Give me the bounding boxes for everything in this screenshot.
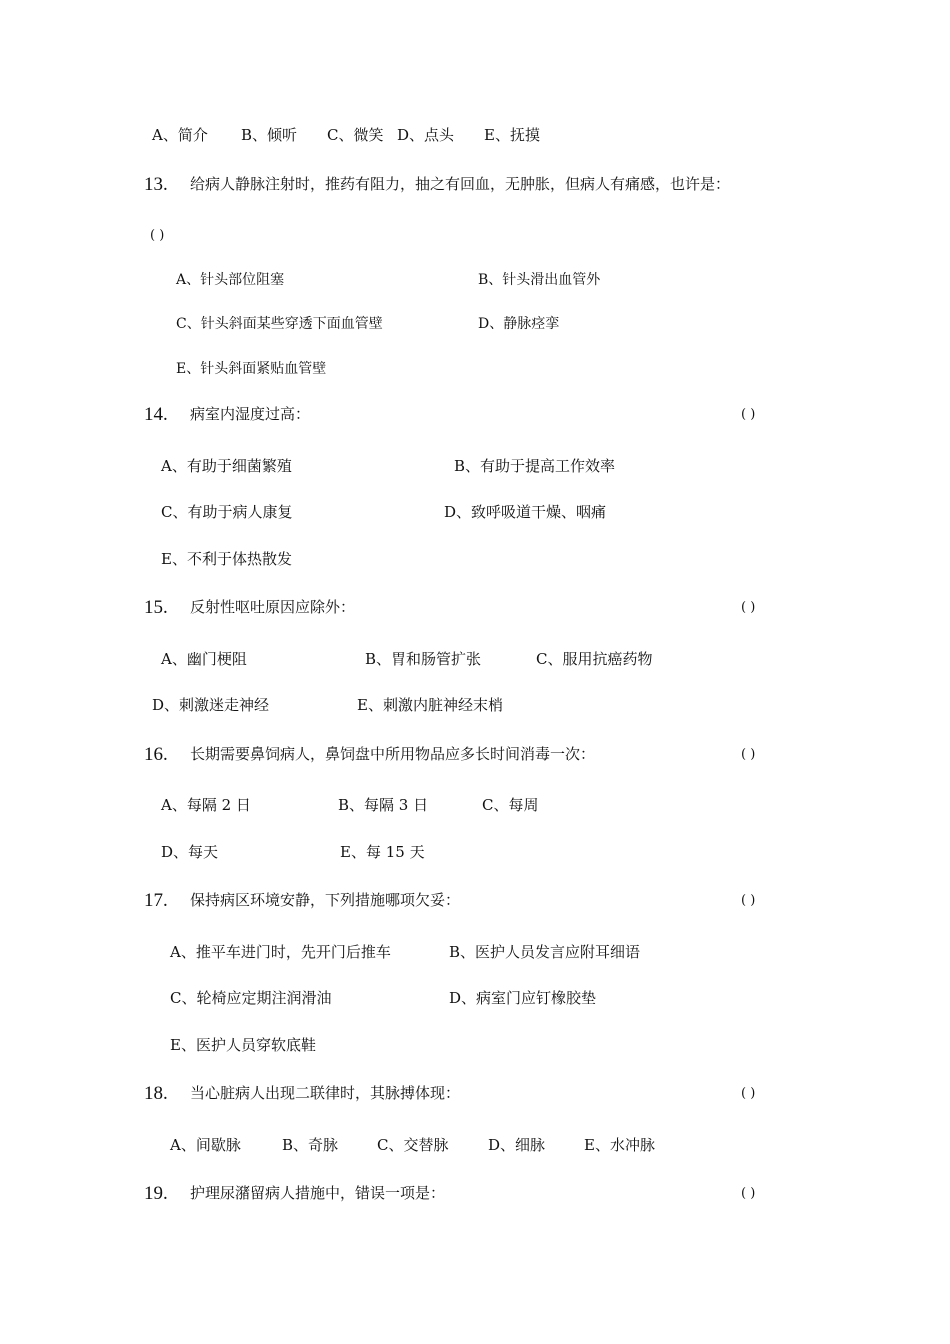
option-d: D、每天	[161, 843, 219, 861]
answer-paren: ( )	[741, 407, 756, 422]
question-stem: 长期需要鼻饲病人，鼻饲盘中所用物品应多长时间消毒一次：	[190, 745, 596, 763]
question-number: 14.	[144, 404, 168, 425]
option-d: D、病室门应钉橡胶垫	[449, 989, 597, 1007]
option-a: A、针头部位阻塞	[176, 272, 285, 288]
question-stem: 当心脏病人出现二联律时，其脉搏体现：	[190, 1084, 461, 1102]
question-stem: 反射性呕吐原因应除外：	[190, 598, 356, 616]
option-c: C、轮椅应定期注润滑油	[170, 989, 332, 1007]
answer-paren: ( )	[741, 1186, 756, 1201]
option-c: C、每周	[482, 796, 539, 814]
option-e: E、医护人员穿软底鞋	[170, 1036, 316, 1054]
question-stem: 病室内湿度过高：	[190, 405, 311, 423]
answer-paren: ( )	[741, 600, 756, 615]
option-a: A、每隔 2 日	[161, 796, 251, 814]
option-d: D、刺激迷走神经	[152, 696, 270, 714]
option-c: C、有助于病人康复	[161, 503, 293, 521]
option-b: B、胃和肠管扩张	[365, 650, 482, 668]
option-a: A、有助于细菌繁殖	[161, 457, 292, 475]
option-c: C、服用抗癌药物	[536, 650, 653, 668]
question-number: 17.	[144, 890, 168, 911]
answer-paren: ( )	[741, 893, 756, 908]
option-b: B、每隔 3 日	[338, 796, 429, 814]
question-number: 19.	[144, 1183, 168, 1204]
option-a: A、幽门梗阻	[161, 650, 247, 668]
answer-paren: ( )	[150, 228, 165, 243]
option-a: A、推平车进门时，先开门后推车	[170, 943, 391, 961]
option-e: E、刺激内脏神经末梢	[357, 696, 503, 714]
option-e: E、水冲脉	[584, 1136, 655, 1154]
option-d: D、静脉痉挛	[478, 316, 560, 332]
option-d: D、点头	[397, 126, 455, 144]
option-c: C、针头斜面某些穿透下面血管壁	[176, 316, 383, 332]
answer-paren: ( )	[741, 1086, 756, 1101]
question-number: 13.	[144, 174, 168, 195]
option-b: B、倾听	[241, 126, 298, 144]
question-number: 16.	[144, 744, 168, 765]
answer-paren: ( )	[741, 747, 756, 762]
option-d: D、细脉	[488, 1136, 546, 1154]
question-number: 15.	[144, 597, 168, 618]
option-e: E、针头斜面紧贴血管壁	[176, 361, 327, 377]
option-e: E、不利于体热散发	[161, 550, 292, 568]
question-stem: 保持病区环境安静，下列措施哪项欠妥：	[190, 891, 461, 909]
option-d: D、致呼吸道干燥、咽痛	[444, 503, 607, 521]
option-c: C、交替脉	[377, 1136, 449, 1154]
option-e: E、每 15 天	[340, 843, 425, 861]
option-b: B、医护人员发言应附耳细语	[449, 943, 641, 961]
question-number: 18.	[144, 1083, 168, 1104]
question-stem: 护理尿潴留病人措施中，错误一项是：	[190, 1184, 446, 1202]
option-b: B、奇脉	[282, 1136, 339, 1154]
option-c: C、微笑	[327, 126, 384, 144]
option-a: A、简介	[152, 126, 208, 144]
option-e: E、抚摸	[484, 126, 540, 144]
question-stem: 给病人静脉注射时，推药有阻力，抽之有回血，无肿胀，但病人有痛感，也许是：	[190, 175, 731, 193]
option-b: B、针头滑出血管外	[478, 272, 601, 288]
option-b: B、有助于提高工作效率	[454, 457, 616, 475]
option-a: A、间歇脉	[170, 1136, 241, 1154]
